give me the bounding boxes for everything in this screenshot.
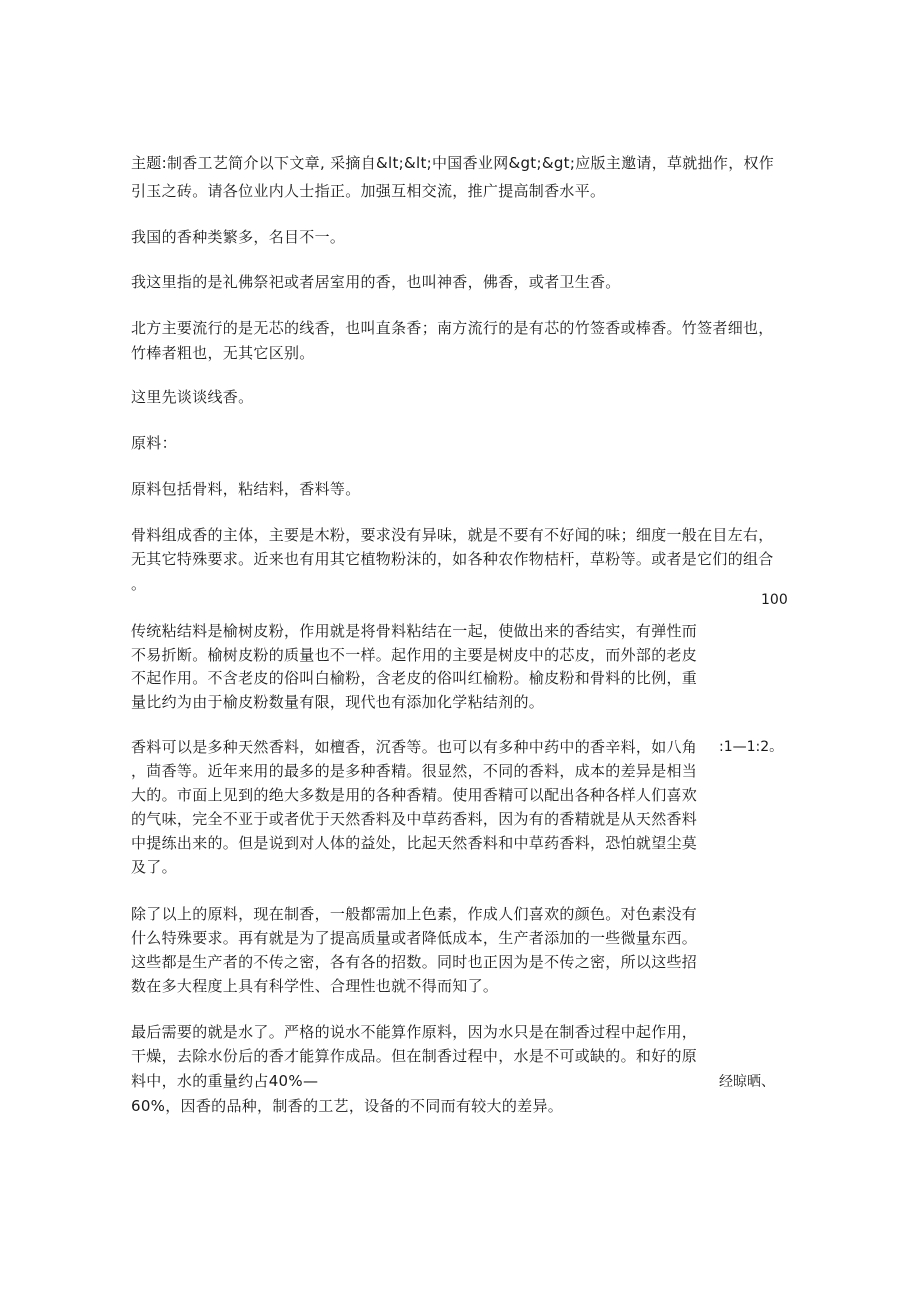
paragraph-line: 干燥，去除水份后的香才能算作成品。但在制香过程中，水是不可或缺的。和好的原 — [131, 1047, 698, 1065]
paragraph-line: 中提练出来的。但是说到对人体的益处，比起天然香料和中草药香料，恐怕就望尘莫 — [131, 834, 698, 852]
margin-note: 经晾晒、 — [719, 1074, 775, 1090]
paragraph-line: 我国的香种类繁多，名目不一。 — [131, 228, 346, 246]
margin-note: :1—1:2。 — [719, 739, 784, 755]
paragraph-line: 大的。市面上见到的绝大多数是用的各种香精。使用香精可以配出各种各样人们喜欢 — [131, 786, 698, 804]
section-heading: 原料： — [131, 434, 177, 452]
paragraph-line: 除了以上的原料，现在制香，一般都需加上色素，作成人们喜欢的颜色。对色素没有 — [131, 905, 698, 923]
paragraph-line: 原料包括骨料，粘结料，香料等。 — [131, 480, 361, 498]
paragraph-line: 料中，水的重量约占40%— — [131, 1072, 319, 1090]
paragraph-line: 不易折断。榆树皮粉的质量也不一样。起作用的主要是树皮中的芯皮，而外部的老皮 — [131, 646, 698, 664]
paragraph-line: 竹棒者粗也，无其它区别。 — [131, 344, 315, 362]
paragraph-line: 传统粘结料是榆树皮粉，作用就是将骨料粘结在一起，使做出来的香结实，有弹性而 — [131, 622, 698, 640]
paragraph-line: 北方主要流行的是无芯的线香，也叫直条香；南方流行的是有芯的竹签香或棒香。竹签者细也， — [131, 319, 774, 337]
paragraph-line: 主题:制香工艺简介以下文章, 采摘自&lt;&lt;中国香业网&gt;&gt;应版主邀请，草就拙作，权作 — [131, 154, 775, 172]
paragraph-line: ，茴香等。近年来用的最多的是多种香精。很显然，不同的香料，成本的差异是相当 — [131, 762, 698, 780]
margin-note: 100 — [761, 592, 788, 608]
paragraph-line: 骨料组成香的主体，主要是木粉，要求没有异味，就是不要有不好闻的味；细度一般在目左右， — [131, 526, 774, 544]
paragraph-line: 这里先谈谈线香。 — [131, 388, 254, 406]
paragraph-line: 及了。 — [131, 858, 177, 876]
paragraph-line: 不起作用。不含老皮的俗叫白榆粉，含老皮的俗叫红榆粉。榆皮粉和骨料的比例，重 — [131, 669, 698, 687]
paragraph-line: 数在多大程度上具有科学性、合理性也就不得而知了。 — [131, 977, 499, 995]
paragraph-line: 无其它特殊要求。近来也有用其它植物粉沫的，如各种农作物桔杆，草粉等。或者是它们的组合 — [131, 550, 774, 568]
paragraph-line: 引玉之砖。请各位业内人士指正。加强互相交流，推广提高制香水平。 — [131, 182, 606, 200]
paragraph-line: 60%，因香的品种，制香的工艺，设备的不同而有较大的差异。 — [131, 1097, 564, 1115]
paragraph-line: 的气味，完全不亚于或者优于天然香料及中草药香料，因为有的香精就是从天然香料 — [131, 810, 698, 828]
paragraph-line: 什么特殊要求。再有就是为了提高质量或者降低成本，生产者添加的一些微量东西。 — [131, 929, 698, 947]
paragraph-line: 最后需要的就是水了。严格的说水不能算作原料，因为水只是在制香过程中起作用， — [131, 1023, 698, 1041]
paragraph-line: 量比约为由于榆皮粉数量有限，现代也有添加化学粘结剂的。 — [131, 693, 545, 711]
paragraph-line: 。 — [131, 575, 147, 593]
paragraph-line: 我这里指的是礼佛祭祀或者居室用的香，也叫神香，佛香，或者卫生香。 — [131, 273, 621, 291]
paragraph-line: 香料可以是多种天然香料，如檀香，沉香等。也可以有多种中药中的香辛料，如八角 — [131, 738, 698, 756]
paragraph-line: 这些都是生产者的不传之密，各有各的招数。同时也正因为是不传之密，所以这些招 — [131, 953, 698, 971]
